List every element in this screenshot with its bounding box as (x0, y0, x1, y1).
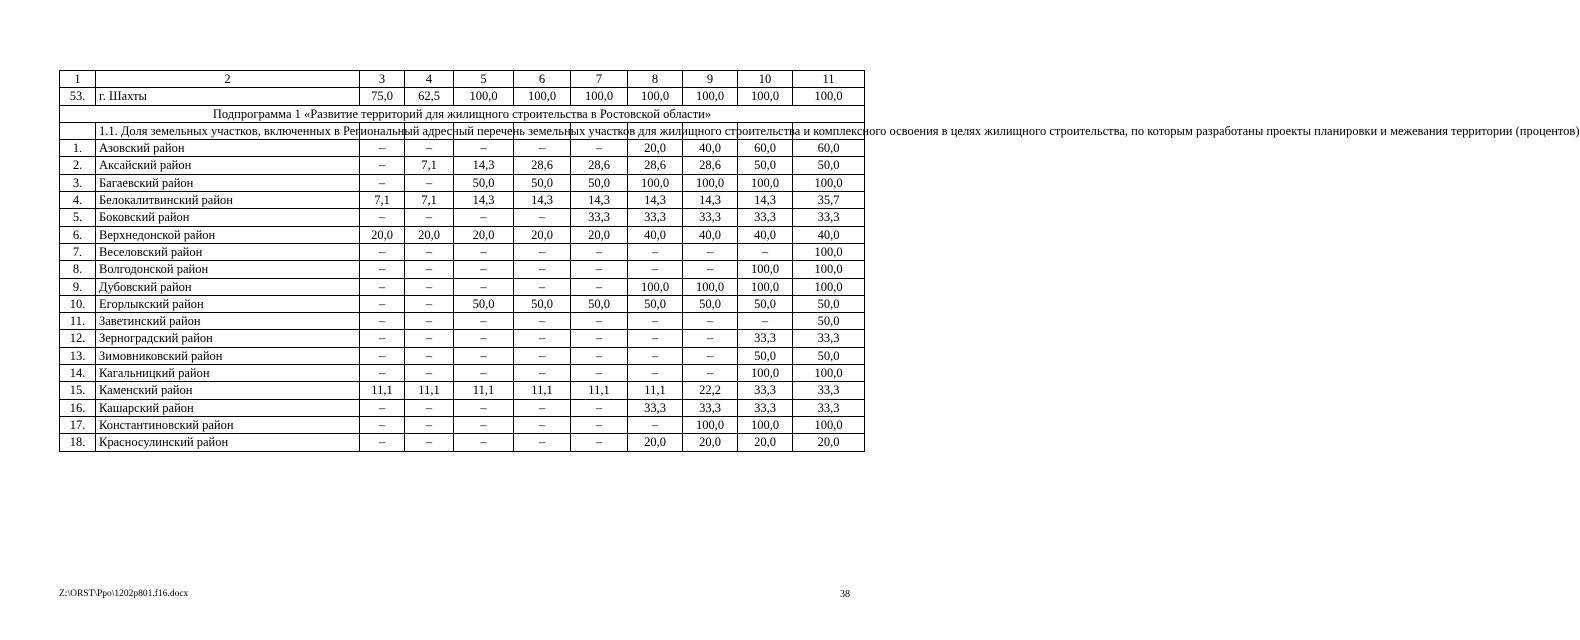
row-number: 10. (60, 295, 96, 312)
value-cell: 20,0 (360, 226, 405, 243)
district-name: г. Шахты (96, 88, 360, 105)
value-cell: 11,1 (514, 382, 571, 399)
table-row (60, 382, 865, 399)
value-cell: 33,3 (738, 399, 793, 416)
value-cell: 14,3 (628, 192, 683, 209)
value-cell: 14,3 (454, 157, 514, 174)
value-cell: – (683, 330, 738, 347)
value-cell: – (571, 399, 628, 416)
value-cell: – (571, 347, 628, 364)
value-cell: – (405, 174, 454, 191)
value-cell: – (360, 416, 405, 433)
row-number: 13. (60, 347, 96, 364)
value-cell: – (454, 243, 514, 260)
value-cell: – (405, 347, 454, 364)
value-cell: 50,0 (514, 174, 571, 191)
value-cell: 33,3 (571, 209, 628, 226)
value-cell: 20,0 (628, 140, 683, 157)
value-cell: 100,0 (683, 88, 738, 105)
value-cell: – (628, 365, 683, 382)
row-number: 17. (60, 416, 96, 433)
value-cell: 50,0 (793, 157, 865, 174)
table-row (60, 88, 865, 105)
district-name: Волгодонской район (96, 261, 360, 278)
table-row (60, 140, 865, 157)
value-cell: – (628, 347, 683, 364)
value-cell: 20,0 (683, 434, 738, 451)
value-cell: – (571, 434, 628, 451)
subprogram-title: Подпрограмма 1 «Развитие территорий для жилищного строительства в Ростовской области» (60, 105, 865, 122)
value-cell: – (683, 365, 738, 382)
value-cell: – (454, 347, 514, 364)
value-cell: – (514, 140, 571, 157)
value-cell: – (454, 261, 514, 278)
value-cell: – (360, 365, 405, 382)
value-cell: 14,3 (571, 192, 628, 209)
value-cell: 50,0 (683, 295, 738, 312)
column-number-header: 4 (405, 71, 454, 88)
value-cell: 100,0 (793, 261, 865, 278)
value-cell: 20,0 (514, 226, 571, 243)
value-cell: 100,0 (628, 88, 683, 105)
value-cell: – (683, 261, 738, 278)
table-row (60, 209, 865, 226)
value-cell: – (405, 243, 454, 260)
row-number: 16. (60, 399, 96, 416)
table-row (60, 365, 865, 382)
value-cell: 20,0 (454, 226, 514, 243)
value-cell: 33,3 (793, 399, 865, 416)
indicator-row (60, 122, 865, 139)
value-cell: 11,1 (571, 382, 628, 399)
row-number: 1. (60, 140, 96, 157)
row-number: 11. (60, 313, 96, 330)
column-number-header: 8 (628, 71, 683, 88)
district-name: Аксайский район (96, 157, 360, 174)
row-number: 5. (60, 209, 96, 226)
value-cell: 11,1 (405, 382, 454, 399)
district-name: Белокалитвинский район (96, 192, 360, 209)
value-cell: – (683, 243, 738, 260)
value-cell: – (405, 399, 454, 416)
table-row (60, 295, 865, 312)
value-cell: – (738, 313, 793, 330)
value-cell: 100,0 (738, 416, 793, 433)
table-row (60, 347, 865, 364)
value-cell: 100,0 (793, 416, 865, 433)
indicator-number-cell (60, 122, 96, 139)
value-cell: – (571, 330, 628, 347)
indicator-description: 1.1. Доля земельных участков, включенных в Региональный адресный перечень земельных участков для жилищного строительства и комплексного освоения в целях жилищного строительства, по которым разработаны проекты планировки и межевания территории (процентов) (96, 122, 360, 139)
value-cell: 100,0 (793, 243, 865, 260)
value-cell: 50,0 (793, 313, 865, 330)
column-number-header: 3 (360, 71, 405, 88)
value-cell: 33,3 (793, 382, 865, 399)
table-row (60, 278, 865, 295)
value-cell: 20,0 (405, 226, 454, 243)
value-cell: – (360, 347, 405, 364)
subprogram-row (60, 105, 865, 122)
value-cell: 33,3 (683, 209, 738, 226)
row-number: 7. (60, 243, 96, 260)
value-cell: – (360, 261, 405, 278)
value-cell: 40,0 (738, 226, 793, 243)
value-cell: 35,7 (793, 192, 865, 209)
value-cell: – (360, 174, 405, 191)
value-cell: – (454, 209, 514, 226)
value-cell: – (454, 365, 514, 382)
district-name: Багаевский район (96, 174, 360, 191)
value-cell: 7,1 (405, 157, 454, 174)
value-cell: 7,1 (405, 192, 454, 209)
value-cell: – (405, 434, 454, 451)
value-cell: – (405, 278, 454, 295)
value-cell: – (514, 278, 571, 295)
row-number: 8. (60, 261, 96, 278)
district-name: Красносулинский район (96, 434, 360, 451)
column-number-header: 7 (571, 71, 628, 88)
value-cell: 100,0 (683, 174, 738, 191)
value-cell: – (628, 416, 683, 433)
district-name: Азовский район (96, 140, 360, 157)
value-cell: – (360, 295, 405, 312)
value-cell: 100,0 (793, 278, 865, 295)
value-cell: 50,0 (793, 347, 865, 364)
value-cell: 33,3 (738, 382, 793, 399)
value-cell: – (514, 416, 571, 433)
value-cell: 20,0 (793, 434, 865, 451)
table-row (60, 243, 865, 260)
value-cell: – (571, 313, 628, 330)
row-number: 53. (60, 88, 96, 105)
table-row (60, 399, 865, 416)
value-cell: 33,3 (628, 209, 683, 226)
page-number: 38 (840, 589, 850, 600)
district-name: Заветинский район (96, 313, 360, 330)
district-name: Дубовский район (96, 278, 360, 295)
district-name: Каменский район (96, 382, 360, 399)
value-cell: – (405, 365, 454, 382)
column-number-header: 10 (738, 71, 793, 88)
row-number: 15. (60, 382, 96, 399)
table-row (60, 192, 865, 209)
value-cell: 100,0 (683, 416, 738, 433)
value-cell: – (514, 313, 571, 330)
value-cell: – (405, 140, 454, 157)
value-cell: – (571, 278, 628, 295)
value-cell: 14,3 (454, 192, 514, 209)
value-cell: – (454, 313, 514, 330)
value-cell: – (514, 209, 571, 226)
table-row (60, 226, 865, 243)
value-cell: 100,0 (738, 365, 793, 382)
value-cell: – (360, 399, 405, 416)
value-cell: – (454, 140, 514, 157)
district-name: Верхнедонской район (96, 226, 360, 243)
value-cell: – (571, 261, 628, 278)
value-cell: – (454, 434, 514, 451)
column-number-header: 9 (683, 71, 738, 88)
value-cell: – (360, 330, 405, 347)
value-cell: 33,3 (683, 399, 738, 416)
value-cell: 11,1 (360, 382, 405, 399)
value-cell: 60,0 (738, 140, 793, 157)
value-cell: 33,3 (793, 209, 865, 226)
value-cell: 33,3 (628, 399, 683, 416)
value-cell: – (571, 365, 628, 382)
value-cell: 28,6 (683, 157, 738, 174)
value-cell: – (405, 313, 454, 330)
value-cell: 40,0 (793, 226, 865, 243)
value-cell: 100,0 (571, 88, 628, 105)
value-cell: – (628, 313, 683, 330)
district-name: Егорлыкский район (96, 295, 360, 312)
value-cell: – (571, 140, 628, 157)
table-row (60, 174, 865, 191)
value-cell: – (514, 243, 571, 260)
value-cell: 50,0 (571, 174, 628, 191)
column-number-header: 5 (454, 71, 514, 88)
value-cell: 22,2 (683, 382, 738, 399)
value-cell: – (628, 243, 683, 260)
value-cell: 100,0 (738, 278, 793, 295)
table-row (60, 157, 865, 174)
value-cell: – (514, 399, 571, 416)
value-cell: 11,1 (628, 382, 683, 399)
district-name: Кагальницкий район (96, 365, 360, 382)
row-number: 14. (60, 365, 96, 382)
value-cell: – (571, 416, 628, 433)
table-row (60, 416, 865, 433)
table-body (60, 71, 1580, 452)
value-cell: – (738, 243, 793, 260)
value-cell: 100,0 (514, 88, 571, 105)
value-cell: 33,3 (738, 330, 793, 347)
value-cell: – (628, 261, 683, 278)
value-cell: – (571, 243, 628, 260)
value-cell: 100,0 (793, 88, 865, 105)
value-cell: – (454, 330, 514, 347)
column-number-header: 2 (96, 71, 360, 88)
value-cell: 14,3 (683, 192, 738, 209)
value-cell: – (405, 416, 454, 433)
table-row (60, 330, 865, 347)
table-row (60, 313, 865, 330)
value-cell: 100,0 (793, 174, 865, 191)
value-cell: 40,0 (683, 140, 738, 157)
value-cell: 50,0 (793, 295, 865, 312)
row-number: 6. (60, 226, 96, 243)
row-number: 12. (60, 330, 96, 347)
value-cell: – (514, 347, 571, 364)
value-cell: – (514, 330, 571, 347)
value-cell: – (360, 313, 405, 330)
row-number: 3. (60, 174, 96, 191)
row-number: 9. (60, 278, 96, 295)
value-cell: 100,0 (683, 278, 738, 295)
value-cell: 28,6 (571, 157, 628, 174)
value-cell: 50,0 (454, 295, 514, 312)
value-cell: – (514, 365, 571, 382)
value-cell: – (360, 140, 405, 157)
row-number: 18. (60, 434, 96, 451)
value-cell: – (683, 313, 738, 330)
value-cell: – (628, 330, 683, 347)
value-cell: 40,0 (683, 226, 738, 243)
value-cell: 50,0 (628, 295, 683, 312)
value-cell: 7,1 (360, 192, 405, 209)
value-cell: 20,0 (738, 434, 793, 451)
indicator-table (59, 70, 1580, 452)
value-cell: – (514, 261, 571, 278)
column-number-header: 1 (60, 71, 96, 88)
value-cell: – (360, 209, 405, 226)
value-cell: 40,0 (628, 226, 683, 243)
value-cell: – (454, 399, 514, 416)
district-name: Зерноградский район (96, 330, 360, 347)
value-cell: 100,0 (738, 174, 793, 191)
table-row (60, 434, 865, 451)
value-cell: – (360, 434, 405, 451)
value-cell: 50,0 (738, 347, 793, 364)
value-cell: 60,0 (793, 140, 865, 157)
value-cell: 50,0 (738, 295, 793, 312)
value-cell: 50,0 (571, 295, 628, 312)
value-cell: 100,0 (628, 174, 683, 191)
value-cell: 20,0 (628, 434, 683, 451)
value-cell: 14,3 (514, 192, 571, 209)
district-name: Кашарский район (96, 399, 360, 416)
value-cell: – (360, 243, 405, 260)
value-cell: 100,0 (738, 88, 793, 105)
district-name: Константиновский район (96, 416, 360, 433)
value-cell: – (454, 416, 514, 433)
value-cell: – (454, 278, 514, 295)
value-cell: – (360, 278, 405, 295)
value-cell: 100,0 (628, 278, 683, 295)
value-cell: 100,0 (793, 365, 865, 382)
row-number: 4. (60, 192, 96, 209)
document-path: Z:\ORST\Ppo\1202p801.f16.docx (59, 589, 189, 599)
district-name: Веселовский район (96, 243, 360, 260)
value-cell: 62,5 (405, 88, 454, 105)
column-number-header: 6 (514, 71, 571, 88)
table-row (60, 261, 865, 278)
value-cell: 75,0 (360, 88, 405, 105)
value-cell: 33,3 (738, 209, 793, 226)
value-cell: 14,3 (738, 192, 793, 209)
value-cell: 28,6 (514, 157, 571, 174)
value-cell: 33,3 (793, 330, 865, 347)
value-cell: 100,0 (738, 261, 793, 278)
value-cell: 50,0 (738, 157, 793, 174)
value-cell: – (360, 157, 405, 174)
value-cell: – (683, 347, 738, 364)
value-cell: 50,0 (454, 174, 514, 191)
value-cell: 100,0 (454, 88, 514, 105)
district-name: Боковский район (96, 209, 360, 226)
district-name: Зимовниковский район (96, 347, 360, 364)
value-cell: 11,1 (454, 382, 514, 399)
column-number-header: 11 (793, 71, 865, 88)
value-cell: – (405, 209, 454, 226)
value-cell: – (405, 330, 454, 347)
header-row (60, 71, 865, 88)
value-cell: – (405, 261, 454, 278)
row-number: 2. (60, 157, 96, 174)
value-cell: 20,0 (571, 226, 628, 243)
value-cell: – (405, 295, 454, 312)
value-cell: 50,0 (514, 295, 571, 312)
value-cell: 28,6 (628, 157, 683, 174)
value-cell: – (514, 434, 571, 451)
